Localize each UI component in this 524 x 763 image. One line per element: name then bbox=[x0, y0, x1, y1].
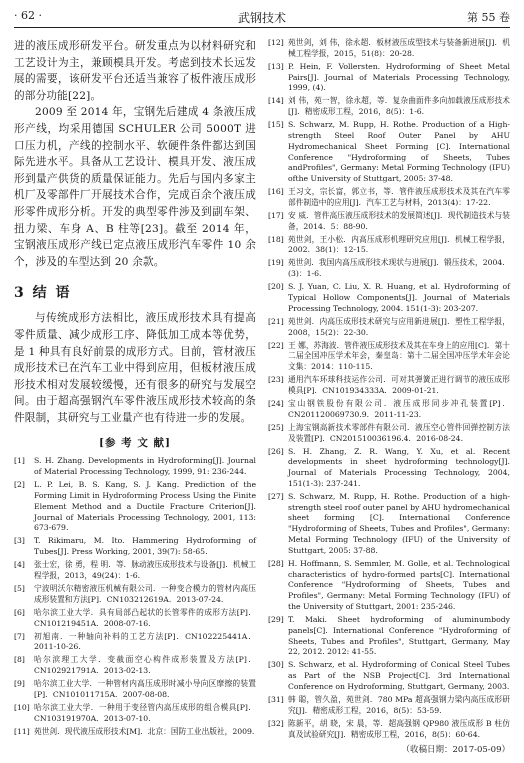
reference-number: [24] bbox=[268, 398, 284, 408]
reference-item bbox=[14, 456, 256, 478]
section-title-conclusion: 3 结 语 bbox=[14, 285, 72, 302]
body-paragraph-intro: 进的液压成形研发平台。研发重点为以材料研究和工艺设计为主，兼顾模具开发。考虑到技术长远发展的需要，该研发平台还适当兼容了板件液压成形的部分功能[22]。 bbox=[14, 40, 256, 102]
reference-text: L. P. Lei, B. S. Kang, S. J. Kang. Prediction of the Forming Limit in Hydroforming Process Using the Finite Element Method and a Ductile Fracture Criterion[J]. Journal of Materials Processing Technology, 2001, 113: 673-679. bbox=[34, 480, 256, 533]
reference-item bbox=[268, 423, 510, 445]
reference-item bbox=[14, 655, 256, 677]
reference-text: 刘 伟，苑一智，徐永超，等．复杂曲面件多向加载液压成形技术[J]．精密成形工程，2016，8(5)：1-6. bbox=[288, 96, 510, 117]
body-paragraph-2009: 2009 至 2014 年，宝钢先后建成 4 条液压成形产线，均采用德国 SCHULER 公司 5000T 进口压力机，产线的控制水平、软硬件条件都达到国际先进水平。具备从工艺设计、模具开发、液压成形到量产供货的质量保证能力。先后与国内多家主机厂及零部件厂开展技术合作，完成百余个液压成形零件成形分析。开发的典型零件涉及到副车架、扭力梁、车身 A、B 柱等[23]。截至 2014 年，宝钢液压成形产线已定点液压成形汽车零件 10 余个，涉及的车型达到 20 余款。 bbox=[14, 106, 256, 268]
reference-text: 宁波明沃尔精密液压机械有限公司．一种变合模力的管材内高压成形装置和方法[P]．CN103212619A．2013-07-24. bbox=[34, 583, 256, 604]
reference-text: 初旭南．一种轴向补料的工艺方法[P]．CN102225441A．2011-10-26. bbox=[34, 631, 256, 652]
reference-item bbox=[268, 96, 510, 118]
reference-text: T. Rikimaru, M. Ito. Hammering Hydroforming of Tubes[J]. Press Working, 2001, 39(7): 58-65. bbox=[34, 536, 256, 557]
body-paragraph-conclusion: 与传统成形方法相比，液压成形技术具有提高零件质量、减少成形工序、降低加工成本等优势，是 1 种具有良好前景的成形方式。目前，管材液压成形技术已在汽车工业中得到应用，但板材液压成形技术相对发展较缓慢，还有很多的研究与发展空间。由于超高强钢汽车零件液压成形技术较高的条件限制，其研究与工业量产也有待进一步的发展。 bbox=[14, 312, 256, 424]
reference-number: [22] bbox=[268, 340, 284, 350]
reference-item bbox=[14, 608, 256, 630]
reference-number: [20] bbox=[268, 282, 284, 292]
reference-text: S. Schwarz, M. Rupp, H. Rothe. Production of a High-strength Steel Roof Outer Panel by AHU Hydromechanical Sheet Forming [C]. International Conference "Hydroforming of Sheets, Tubes andProfiles", Germany: Metal Forming Technology (IFU) ofthe University of Stuttgart, 2005: 37-48. bbox=[288, 120, 510, 184]
reference-text: 苑世剑．现代液压成形技术[M]．北京：国防工业出版社，2009. bbox=[34, 726, 255, 736]
reference-number: [5] bbox=[14, 583, 25, 593]
received-date: （收稿日期：2017-05-09） bbox=[401, 744, 510, 755]
reference-number: [28] bbox=[268, 558, 284, 568]
reference-number: [23] bbox=[268, 375, 284, 385]
reference-text: 通用汽车环球科技运作公司．可对其弹簧正进行调节的液压成形模具[P]．CN101934333A．2009-01-21. bbox=[288, 375, 510, 395]
reference-text: S. J. Yuan, C. Liu, X. R. Huang, et al. Hydroforming of Typical Hollow Components[J]. Journal of Materials Processing Technology, 2004. 151(1-3): 203-207. bbox=[288, 282, 510, 313]
reference-item bbox=[14, 703, 256, 725]
reference-text: 陈新平，胡 晓，宋 晨，等．超高强钢 QP980 液压成形 B 柱仿真及试验研究[J]．精密成形工程，2016，8(5)：60-64. bbox=[288, 718, 510, 739]
reference-text: 韩 聪，管久盈，苑世剑．780 MPa 超高强钢力梁内高压成形研究[J]．精密成形工程，2016，8(5)：53-59. bbox=[288, 694, 510, 715]
reference-number: [31] bbox=[268, 694, 284, 704]
reference-item bbox=[268, 120, 510, 185]
reference-text: 王 娜，苏海波．管件液压成形技术及其在车身上的应用[C]．第十二届全国冲压学术年会，秦皇岛：第十二届全国冲压学术年会论文集：2014：110-115. bbox=[288, 340, 510, 372]
reference-number: [9] bbox=[14, 679, 25, 689]
reference-item bbox=[268, 62, 510, 94]
reference-number: [32] bbox=[268, 718, 284, 728]
reference-item bbox=[14, 679, 256, 701]
references-title: [参 考 文 献] bbox=[99, 437, 171, 450]
reference-number: [21] bbox=[268, 316, 284, 326]
reference-list-left bbox=[14, 456, 256, 737]
reference-number: [29] bbox=[268, 615, 284, 625]
reference-item bbox=[14, 584, 256, 606]
volume-label: 第 55 卷 bbox=[467, 11, 510, 24]
reference-item bbox=[268, 719, 510, 741]
reference-item bbox=[268, 660, 510, 692]
reference-text: 哈尔滨理工大学．变截面空心构件成形装置及方法[P]．CN102921791A．2013-02-13. bbox=[34, 655, 256, 676]
reference-item bbox=[268, 399, 510, 421]
reference-text: 苑世剑．我国内高压成形技术现状与进展[J]．锻压技术，2004．(3)：1-6. bbox=[288, 258, 510, 279]
reference-number: [10] bbox=[14, 702, 30, 712]
reference-number: [11] bbox=[14, 726, 30, 736]
reference-text: 苑世剑．内高压成形技术研究与应用新进展[J]．塑性工程学报，2008，15(2)：22-30. bbox=[288, 316, 510, 337]
reference-item bbox=[268, 695, 510, 717]
reference-item bbox=[268, 559, 510, 613]
reference-item bbox=[14, 480, 256, 534]
reference-number: [18] bbox=[268, 234, 284, 244]
reference-number: [26] bbox=[268, 446, 284, 456]
reference-text: S. Schwarz, et al. Hydroforming of Conical Steel Tubes as Part of the NSB Project[C]. 3rd International Conference on Hydroforming, Stuttgart, Germany, 2003. bbox=[288, 660, 510, 691]
reference-item bbox=[268, 258, 510, 280]
reference-text: 上海宝钢高新技术零部件有限公司．液压空心管件回弹控制方法及装置[P]．CN201510036196.4．2016-08-24. bbox=[288, 422, 510, 443]
reference-number: [8] bbox=[14, 655, 25, 665]
reference-item bbox=[14, 536, 256, 558]
reference-item bbox=[14, 632, 256, 654]
reference-number: [19] bbox=[268, 258, 284, 268]
reference-number: [12] bbox=[268, 38, 284, 47]
reference-number: [6] bbox=[14, 607, 25, 617]
reference-number: [17] bbox=[268, 210, 284, 220]
reference-item bbox=[14, 560, 256, 582]
reference-number: [7] bbox=[14, 631, 25, 641]
right-column bbox=[268, 38, 510, 755]
reference-item bbox=[268, 341, 510, 373]
reference-item bbox=[268, 492, 510, 557]
reference-number: [2] bbox=[14, 480, 25, 490]
reference-list-right bbox=[268, 38, 510, 740]
reference-item bbox=[268, 447, 510, 490]
reference-text: P. Hein, F. Vollersten. Hydroforming of Sheet Metal Pairs[J]. Journal of Materials Processing Technology, 1999, (4). bbox=[288, 61, 510, 93]
page-number: · 62 · bbox=[14, 9, 42, 22]
reference-item bbox=[14, 727, 256, 738]
reference-text: 宝山钢铁股份有限公司．液压成形同步冲孔装置[P]．CN201120069730.9．2011-11-23. bbox=[288, 398, 510, 419]
reference-text: S. H. Zhang, Z. R. Wang, Y. Xu, et al. Recent developments in sheet hydroforming technology[J]. Journal of Materials Processing Technology, 2004, 151(1-3): 237-241. bbox=[288, 446, 510, 488]
reference-item bbox=[268, 211, 510, 233]
reference-text: S. Schwarz, M. Rupp, H. Rothe. Production of a high-strength steel roof outer panel by AHU hydromechanical sheet forming [C]. International Conference "Hydroforming of Sheets, Tubes and Profiles", Germany: Metal Forming Technology (IFU) of the University of Stuttgart, 2005: 37-88. bbox=[288, 491, 510, 555]
reference-text: 哈尔滨工业大学．一种管材内高压成形时减小导向区摩擦的装置[P]．CN101011715A．2007-08-08. bbox=[34, 679, 256, 699]
reference-item bbox=[268, 282, 510, 314]
reference-number: [27] bbox=[268, 491, 284, 501]
journal-title: 武钢技术 bbox=[237, 11, 286, 25]
reference-item bbox=[268, 615, 510, 658]
reference-text: 王习文，宗长富，郭立书，等．管件液压成形技术及其在汽车零部件制造中的应用[J]．汽车工艺与材料，2013(4)：17-22. bbox=[288, 187, 510, 207]
reference-item bbox=[268, 38, 510, 60]
reference-number: [3] bbox=[14, 536, 25, 546]
reference-text: T. Maki. Sheet hydroforming of aluminumbody panels[C]. International Conference "Hydroforming of Sheets, Tubes and Profiles", Stuttgart, Germany, May 22, 2012. 2012: 41-55. bbox=[288, 615, 510, 657]
reference-number: [13] bbox=[268, 61, 284, 71]
reference-text: 哈尔滨工业大学．一种用于变径管内高压成形的组合模具[P]．CN103191970A．2013-07-10. bbox=[34, 702, 256, 723]
reference-number: [16] bbox=[268, 187, 284, 197]
reference-number: [15] bbox=[268, 120, 284, 130]
reference-number: [4] bbox=[14, 560, 25, 570]
reference-text: 哈尔滨工业大学．具有局部凸起状的长管零件的成形方法[P]．CN101219451A．2008-07-16. bbox=[34, 607, 256, 628]
reference-item bbox=[268, 375, 510, 397]
reference-text: 安 威．管件高压液压成形技术的发展简述[J]．现代制造技术与装备，2014．5：88-90. bbox=[288, 210, 510, 231]
reference-text: 苑世剑，刘 伟，徐永超．板材液压成型技术与装备新进展[J]．机械工程学报，2015，51(8)：20-28. bbox=[288, 38, 510, 58]
reference-text: H. Hoffmann, S. Semmler, M. Golle, et al. Technological characteristics of hydro-formed parts[C]. International Conference "Hydroforming of Sheets, Tubes and Profiles", Germany: Metal Forming Technology (IFU) of the University of Stuttgart, 2001: 235-246. bbox=[288, 558, 510, 612]
reference-number: [30] bbox=[268, 660, 284, 670]
reference-item bbox=[268, 187, 510, 209]
page-header bbox=[14, 7, 510, 28]
reference-number: [1] bbox=[14, 456, 25, 466]
left-column bbox=[14, 38, 256, 740]
reference-text: S. H. Zhang. Developments in Hydroforming[J]. Journal of Material Processing Technology, 1999, 91: 236-244. bbox=[34, 456, 256, 477]
reference-text: 张士宏，徐 勇，程 明．等．脉动液压成形技术与设备[J]．机械工程学报，2013，49(24)：1-6. bbox=[34, 560, 256, 580]
reference-number: [14] bbox=[268, 96, 284, 106]
reference-item bbox=[268, 317, 510, 339]
reference-item bbox=[268, 235, 510, 257]
reference-text: 苑世剑，王小松．内高压成形机理研究应用[J]．机械工程学报，2002．38(1)：12-15. bbox=[288, 234, 510, 255]
reference-number: [25] bbox=[268, 422, 284, 432]
